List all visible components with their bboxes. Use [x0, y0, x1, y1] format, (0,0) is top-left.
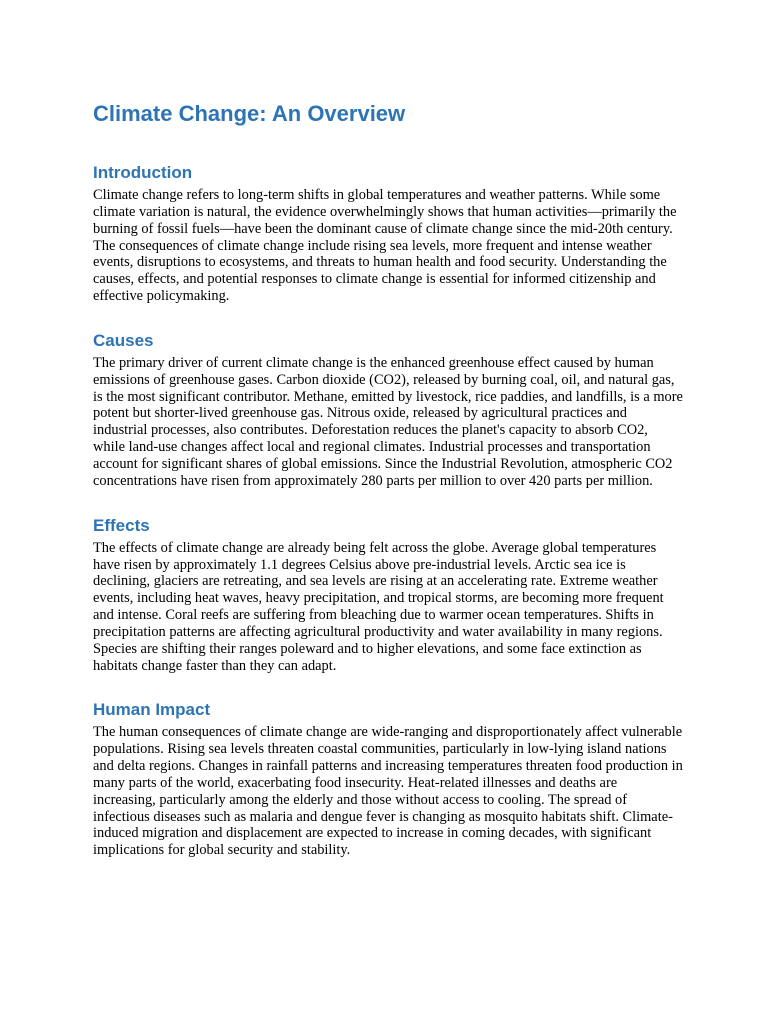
- section-human-impact: [93, 699, 683, 859]
- section-effects: [93, 515, 683, 675]
- section-body-effects: The effects of climate change are already being felt across the globe. Average global temperatures have risen by approximately 1.1 degrees Celsius above pre-industrial levels. Arctic sea ice is declining, glaciers are retreating, and sea levels are rising at an accelerating rate. Extreme weather events, including heat waves, heavy precipitation, and tropical storms, are becoming more frequent and intense. Coral reefs are suffering from bleaching due to warmer ocean temperatures. Shifts in precipitation patterns are affecting agricultural productivity and water availability in many regions. Species are shifting their ranges poleward and to higher elevations, and some face extinction as habitats change faster than they can adapt.: [93, 539, 664, 674]
- section-heading-introduction: Introduction: [93, 163, 193, 182]
- document-page: [93, 100, 683, 884]
- document-title: Climate Change: An Overview: [93, 101, 406, 126]
- section-causes: [93, 330, 683, 490]
- section-body-causes: The primary driver of current climate change is the enhanced greenhouse effect caused by human emissions of greenhouse gases. Carbon dioxide (CO2), released by burning coal, oil, and natural gas, is the most significant contributor. Methane, emitted by livestock, rice paddies, and landfills, is a more potent but shorter-lived greenhouse gas. Nitrous oxide, released by agricultural practices and industrial processes, also contributes. Deforestation reduces the planet's capacity to absorb CO2, while land-use changes affect local and regional climates. Industrial processes and transportation account for significant shares of global emissions. Since the Industrial Revolution, atmospheric CO2 concentrations have risen from approximately 280 parts per million to over 420 parts per million.: [93, 354, 683, 489]
- section-body-introduction: Climate change refers to long-term shifts in global temperatures and weather patterns. While some climate variation is natural, the evidence overwhelmingly shows that human activities—primarily the burning of fossil fuels—have been the dominant cause of climate change since the mid-20th century. The consequences of climate change include rising sea levels, more frequent and intense weather events, disruptions to ecosystems, and threats to human health and food security. Understanding the causes, effects, and potential responses to climate change is essential for informed citizenship and effective policymaking.: [93, 187, 677, 305]
- section-heading-human-impact: Human Impact: [93, 700, 211, 720]
- section-introduction: [93, 162, 683, 305]
- section-heading-causes: Causes: [93, 330, 154, 350]
- section-body-human-impact: The human consequences of climate change are wide-ranging and disproportionately affect vulnerable populations. Rising sea levels threaten coastal communities, particularly in low-lying island nations and delta regions. Changes in rainfall patterns and increasing temperatures threaten food production in many parts of the world, exacerbating food insecurity. Heat-related illnesses and deaths are increasing, particularly among the elderly and those without access to cooling. The spread of infectious diseases such as malaria and dengue fever is changing as mosquito habitats shift. Climate-induced migration and displacement are expected to increase in coming decades, with significant implications for global security and stability.: [93, 724, 683, 859]
- section-heading-effects: Effects: [93, 515, 150, 535]
